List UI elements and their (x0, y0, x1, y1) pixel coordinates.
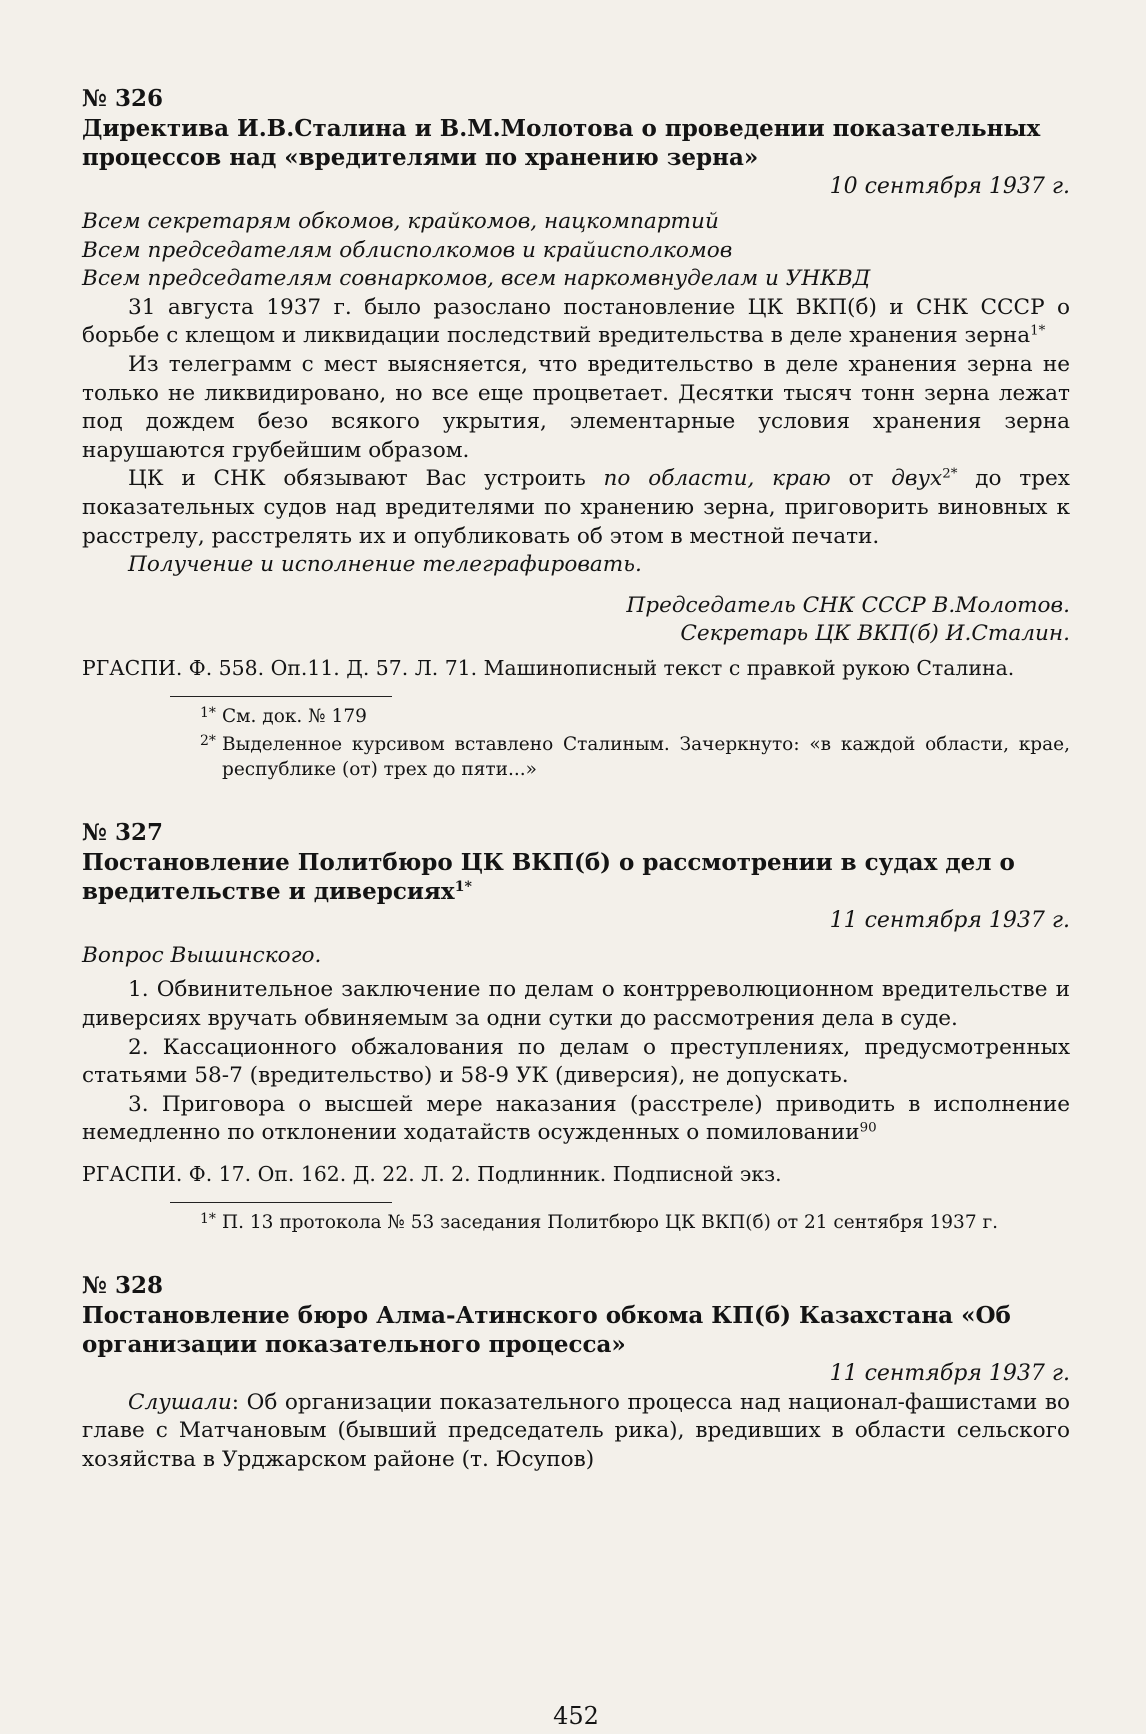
doc-number: № 328 (82, 1271, 164, 1299)
document-page (82, 84, 1070, 1730)
document-327 (82, 818, 1070, 1235)
paragraph: 31 августа 1937 г. было разослано постановление ЦК ВКП(б) и СНК СССР о борьбе с клещом и ликвидации последствий вредительства в деле хранения зерна$^{1*}$ (82, 294, 1070, 349)
paragraph: Слушали: Об организации показательного процесса над национал-фашистами во главе с Матчановым (бывший председатель рика), вредивших в области сельского хозяйства в Урджарском районе (т. Юсупов) (82, 1389, 1070, 1473)
addressee-line: Всем председателям облисполкомов и крайисполкомов (82, 237, 733, 263)
footnote: 1* См. док. № 179 (200, 704, 367, 727)
doc-number: № 327 (82, 818, 164, 846)
doc-date: 10 сентября 1937 г. (829, 174, 1070, 199)
list-item: 1. Обвинительное заключение по делам о контрреволюционном вредительстве и диверсиях вручать обвиняемым за одни сутки до рассмотрения дела в суде. (82, 977, 1070, 1031)
footnote: 2* Выделенное курсивом вставлено Сталиным. Зачеркнуто: «в каждой области, крае, республике (от) трех до пяти...» (200, 732, 1070, 780)
footnote: 1* П. 13 протокола № 53 заседания Политбюро ЦК ВКП(б) от 21 сентября 1937 г. (200, 1210, 999, 1233)
footnote-divider (170, 696, 392, 697)
paragraph: ЦК и СНК обязывают Вас устроить по области, краю от двух$^{2*}$ до трех показательных судов над вредителями по хранению зерна, приговорить виновных к расстрелу, расстрелять их и опубликовать об этом в местной печати. (82, 466, 1070, 549)
list-item: 3. Приговора о высшей мере наказания (расстреле) приводить в исполнение немедленно по отклонении ходатайств осужденных о помиловании$^{90}$ (82, 1091, 1070, 1146)
doc-title: Постановление бюро Алма-Атинского обкома КП(б) Казахстана «Об организации показательного процесса» (82, 1301, 1011, 1358)
archive-source: РГАСПИ. Ф. 558. Оп.11. Д. 57. Л. 71. Машинописный текст с правкой рукою Сталина. (82, 655, 1015, 680)
list-item: 2. Кассационного обжалования по делам о преступлениях, предусмотренных статьями 58-7 (вредительство) и 58-9 УК (диверсия), не допускать. (82, 1034, 1070, 1089)
closing-line: Получение и исполнение телеграфировать. (128, 552, 642, 578)
signature-stalin: Секретарь ЦК ВКП(б) И.Сталин. (680, 620, 1070, 646)
doc-title: Постановление Политбюро ЦК ВКП(б) о рассмотрении в судах дел о вредительстве и диверсиях$^{1*}$ (82, 848, 1015, 905)
paragraph: Из телеграмм с мест выясняется, что вредительство в деле хранения зерна не только не ликвидировано, но все еще процветает. Десятки тысяч тонн зерна лежат под дождем безо всякого укрытия, элементарные условия хранения зерна нарушаются грубейшим образом. (82, 351, 1070, 463)
footnote-ref: 2* (942, 466, 958, 482)
archive-source: РГАСПИ. Ф. 17. Оп. 162. Д. 22. Л. 2. Подлинник. Подписной экз. (82, 1161, 782, 1186)
document-328 (82, 1271, 1070, 1475)
footnote-ref: 1* (454, 878, 472, 895)
doc-date: 11 сентября 1937 г. (829, 1360, 1070, 1386)
addressee-line: Всем секретарям обкомов, крайкомов, нацкомпартий (82, 209, 719, 234)
doc-date: 11 сентября 1937 г. (829, 907, 1070, 933)
doc-title: Директива И.В.Сталина и В.М.Молотова о проведении показательных процессов над «вредителями по хранению зерна» (82, 115, 1041, 171)
doc-number: № 326 (82, 85, 164, 112)
signature-molotov: Председатель СНК СССР В.Молотов. (626, 592, 1070, 618)
addressee-line: Всем председателям совнаркомов, всем наркомвнуделам и УНКВД (82, 266, 871, 292)
endnote-ref: 90 (859, 1120, 877, 1136)
footnote-divider (170, 1202, 392, 1203)
document-326 (82, 84, 1070, 782)
footnote-ref: 1* (1030, 324, 1046, 340)
page-number: 452 (553, 1702, 599, 1730)
question-line: Вопрос Вышинского. (82, 942, 322, 968)
